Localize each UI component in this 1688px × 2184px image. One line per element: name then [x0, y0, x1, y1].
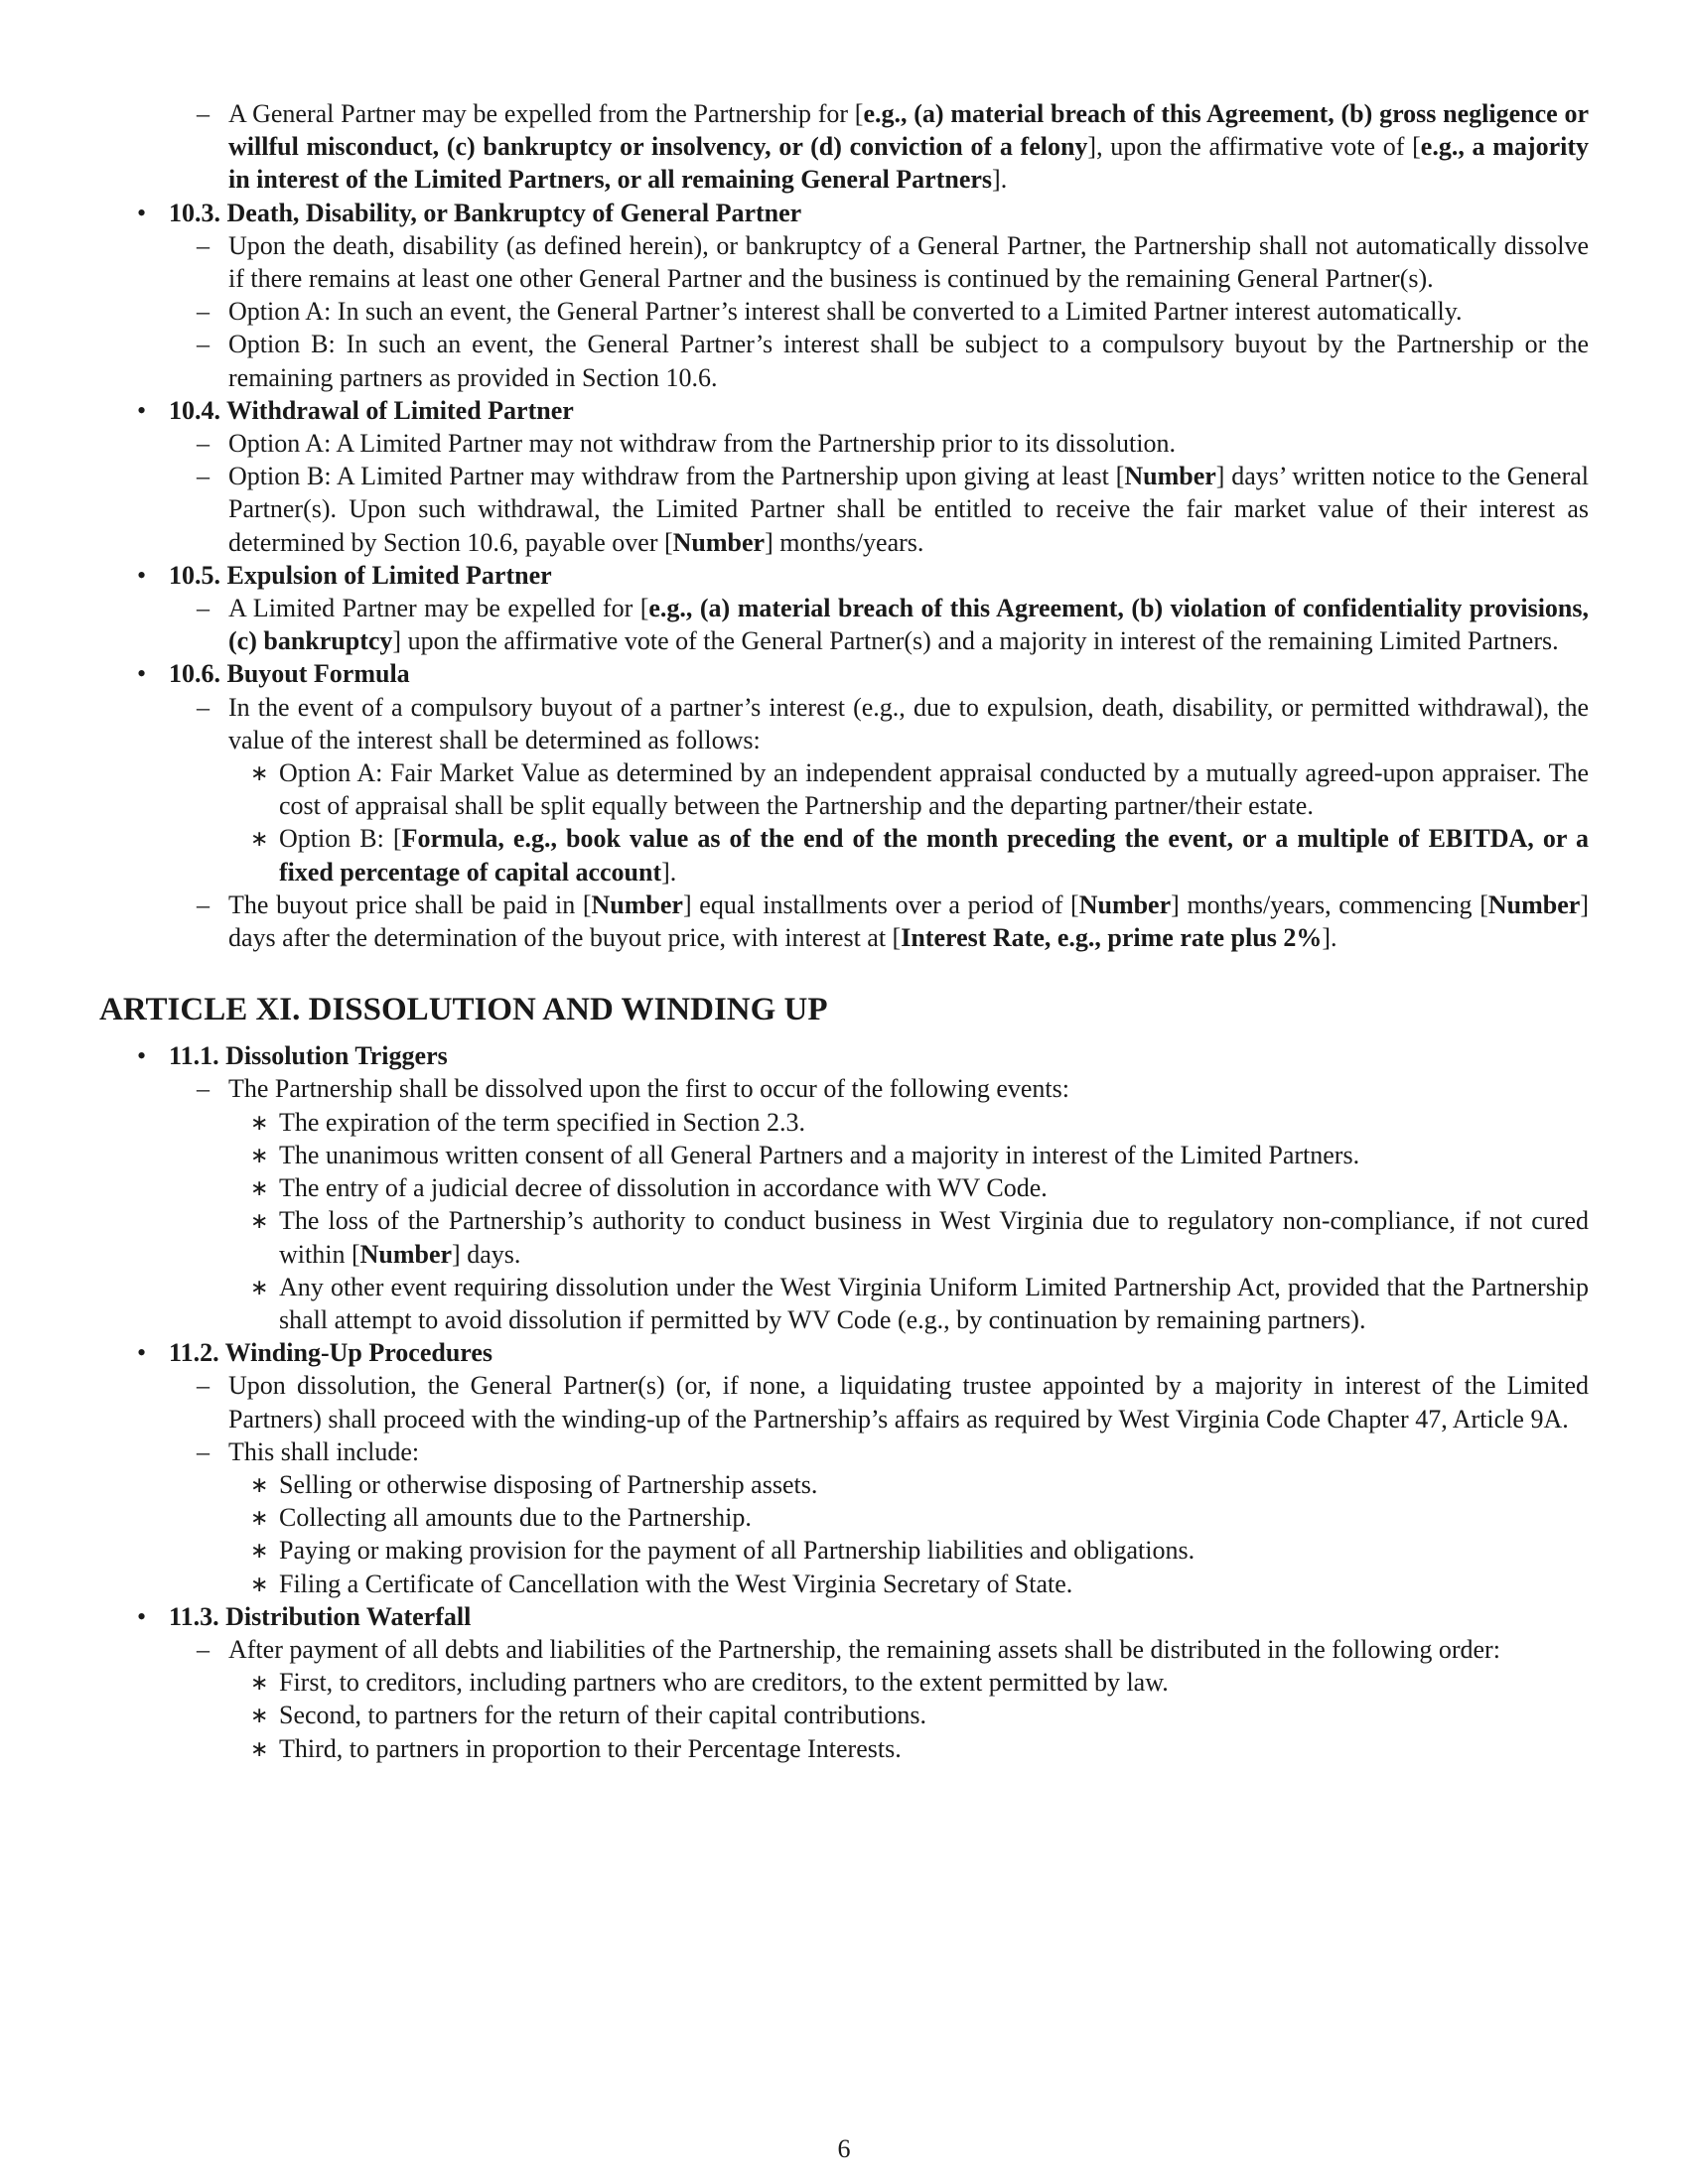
star-marker: ∗	[250, 826, 269, 852]
list-item: – Option B: A Limited Partner may withdraw from the Partnership upon giving at least [Number] days’ written notice to the General Partner(s). Upon such withdrawal, the Limited Partner shall be entitled to receive the fair market value of their interest as determined by Section 10.6, payable over [Number] months/years.	[197, 462, 1589, 557]
sub-list-item: ∗ The entry of a judicial decree of dissolution in accordance with WV Code.	[99, 1171, 1589, 1204]
dash-marker: –	[197, 330, 210, 359]
star-marker: ∗	[250, 1538, 269, 1564]
list-item: – This shall include:	[99, 1435, 1589, 1468]
bullet-marker: •	[137, 198, 147, 227]
dash-marker: –	[197, 594, 210, 623]
sub-list-item: ∗ Option A: Fair Market Value as determined by an independent appraisal conducted by a mutually agreed-upon appraiser. The cost of appraisal shall be split equally between the Partnership and the departing partner/their estate.	[250, 758, 1589, 821]
star-marker: ∗	[250, 1703, 269, 1728]
star-marker: ∗	[250, 1142, 269, 1167]
star-marker: ∗	[250, 1109, 269, 1135]
list-item: – A Limited Partner may be expelled for [e.g., (a) material breach of this Agreement, (b) violation of confidentiality provisions, (c) bankruptcy] upon the affirmative vote of the General Partner(s) and a majority in interest of the remaining Limited Partners.	[197, 594, 1589, 656]
star-marker: ∗	[250, 1735, 269, 1761]
document-page	[99, 97, 1589, 1765]
sub-list-item: ∗ First, to creditors, including partners who are creditors, to the extent permitted by law.	[99, 1666, 1589, 1699]
page-number: 6	[837, 2134, 851, 2163]
placeholder-text: Number	[1124, 462, 1216, 491]
section-11-3-heading: • 11.3. Distribution Waterfall	[99, 1600, 1589, 1633]
sub-list-item: ∗ The loss of the Partnership’s authority to conduct business in West Virginia due to regulatory non-compliance, if not cured within [Number] days.	[250, 1206, 1589, 1269]
star-marker: ∗	[250, 1670, 269, 1696]
list-item: – A General Partner may be expelled from the Partnership for [e.g., (a) material breach of this Agreement, (b) gross negligence or willful misconduct, (c) bankruptcy or insolvency, or (d) conviction of a felony], upon the affirmative vote of [e.g., a majority in interest of the Limited Partners, or all remaining General Partners].	[197, 99, 1590, 195]
dash-marker: –	[197, 692, 210, 722]
list-item: – The Partnership shall be dissolved upon the first to occur of the following events:	[99, 1072, 1589, 1105]
list-item: – Option A: In such an event, the General Partner’s interest shall be converted to a Limited Partner interest automatically.	[99, 295, 1589, 328]
sub-list-item: ∗ The expiration of the term specified in Section 2.3.	[99, 1106, 1589, 1139]
placeholder-text: Interest Rate, e.g., prime rate plus 2%	[901, 923, 1323, 953]
list-item: – After payment of all debts and liabilities of the Partnership, the remaining assets shall be distributed in the following order:	[99, 1633, 1589, 1666]
star-marker: ∗	[250, 1208, 269, 1234]
dash-marker: –	[197, 1074, 210, 1104]
dash-marker: –	[197, 429, 210, 459]
section-11-2-heading: • 11.2. Winding-Up Procedures	[99, 1336, 1589, 1369]
placeholder-text: Number	[1487, 889, 1581, 919]
placeholder-text: e.g., (a) material breach of this Agreement, (b) gross negligence or willful misconduct, (c) bankruptcy or insolvency, or (d) conviction of a felony	[228, 99, 1589, 162]
list-item: – The buyout price shall be paid in [Number] equal installments over a period of [Number] months/years, commencing [Number] days after the determination of the buyout price, with interest at [Interest Rate, e.g., prime rate plus 2%].	[197, 889, 1589, 953]
bullet-marker: •	[137, 1041, 147, 1071]
section-10-4-heading: • 10.4. Withdrawal of Limited Partner	[99, 394, 1589, 427]
sub-list-item: ∗ Any other event requiring dissolution under the West Virginia Uniform Limited Partnership Act, provided that the Partnership shall attempt to avoid dissolution if permitted by WV Code (e.g., by continuation by remaining partners).	[250, 1272, 1589, 1334]
dash-marker: –	[197, 889, 210, 919]
star-marker: ∗	[250, 1505, 269, 1531]
star-marker: ∗	[250, 1570, 269, 1596]
dash-marker: –	[197, 99, 210, 128]
star-marker: ∗	[250, 1471, 269, 1497]
list-item: – Upon dissolution, the General Partner(s) (or, if none, a liquidating trustee appointed by a majority in interest of the Limited Partners) shall proceed with the winding-up of the Partnership’s affairs as required by West Virginia Code Chapter 47, Article 9A.	[197, 1371, 1589, 1433]
placeholder-text: Number	[591, 889, 683, 919]
sub-list-item: ∗ Third, to partners in proportion to their Percentage Interests.	[99, 1732, 1589, 1765]
list-item: – Option B: In such an event, the General Partner’s interest shall be subject to a compulsory buyout by the Partnership or the remaining partners as provided in Section 10.6.	[197, 330, 1589, 392]
dash-marker: –	[197, 1436, 210, 1466]
placeholder-text: Number	[1078, 889, 1172, 919]
sub-list-item: ∗ Filing a Certificate of Cancellation with the West Virginia Secretary of State.	[99, 1568, 1589, 1600]
dash-marker: –	[197, 1634, 210, 1664]
bullet-marker: •	[137, 560, 147, 590]
sub-list-item: ∗ Selling or otherwise disposing of Partnership assets.	[99, 1468, 1589, 1501]
sub-list-item: ∗ Collecting all amounts due to the Partnership.	[99, 1501, 1589, 1534]
section-10-5-heading: • 10.5. Expulsion of Limited Partner	[99, 559, 1589, 592]
list-item: – In the event of a compulsory buyout of a partner’s interest (e.g., due to expulsion, death, disability, or permitted withdrawal), the value of the interest shall be determined as follows:	[197, 692, 1589, 754]
placeholder-text: Number	[672, 527, 766, 557]
placeholder-text: Formula, e.g., book value as of the end of the month preceding the event, or a multiple of EBITDA, or a fixed percentage of capital account	[279, 824, 1589, 887]
star-marker: ∗	[250, 1274, 269, 1299]
star-marker: ∗	[250, 760, 269, 786]
bullet-marker: •	[137, 1601, 147, 1631]
list-item: – Upon the death, disability (as defined herein), or bankruptcy of a General Partner, the Partnership shall not automatically dissolve if there remains at least one other General Partner and the business is continued by the remaining General Partner(s).	[197, 230, 1589, 294]
sub-list-item: ∗ Second, to partners for the return of their capital contributions.	[99, 1699, 1589, 1731]
section-10-3-heading: • 10.3. Death, Disability, or Bankruptcy of General Partner	[99, 197, 1589, 229]
placeholder-text: Number	[359, 1239, 453, 1269]
dash-marker: –	[197, 1371, 210, 1401]
section-11-1-heading: • 11.1. Dissolution Triggers	[99, 1039, 1589, 1072]
list-item: – Option A: A Limited Partner may not withdraw from the Partnership prior to its dissolution.	[99, 427, 1589, 460]
dash-marker: –	[197, 462, 210, 491]
sub-list-item: ∗ Paying or making provision for the payment of all Partnership liabilities and obligations.	[99, 1534, 1589, 1567]
placeholder-text: e.g., (a) material breach of this Agreement, (b) violation of confidentiality provisions, (c) bankruptcy	[228, 594, 1589, 656]
star-marker: ∗	[250, 1175, 269, 1201]
bullet-marker: •	[137, 1338, 147, 1368]
article-heading: ARTICLE XI. DISSOLUTION AND WINDING UP	[99, 992, 828, 1028]
section-10-6-heading: • 10.6. Buyout Formula	[99, 657, 1589, 690]
placeholder-text: e.g., a majority in interest of the Limited Partners, or all remaining General Partners	[228, 132, 1590, 195]
bullet-marker: •	[137, 395, 147, 425]
dash-marker: –	[197, 297, 210, 327]
sub-list-item: ∗ The unanimous written consent of all General Partners and a majority in interest of the Limited Partners.	[99, 1139, 1589, 1171]
sub-list-item: ∗ Option B: [Formula, e.g., book value as of the end of the month preceding the event, or a multiple of EBITDA, or a fixed percentage of capital account].	[250, 824, 1589, 887]
bullet-marker: •	[137, 659, 147, 689]
dash-marker: –	[197, 230, 210, 260]
